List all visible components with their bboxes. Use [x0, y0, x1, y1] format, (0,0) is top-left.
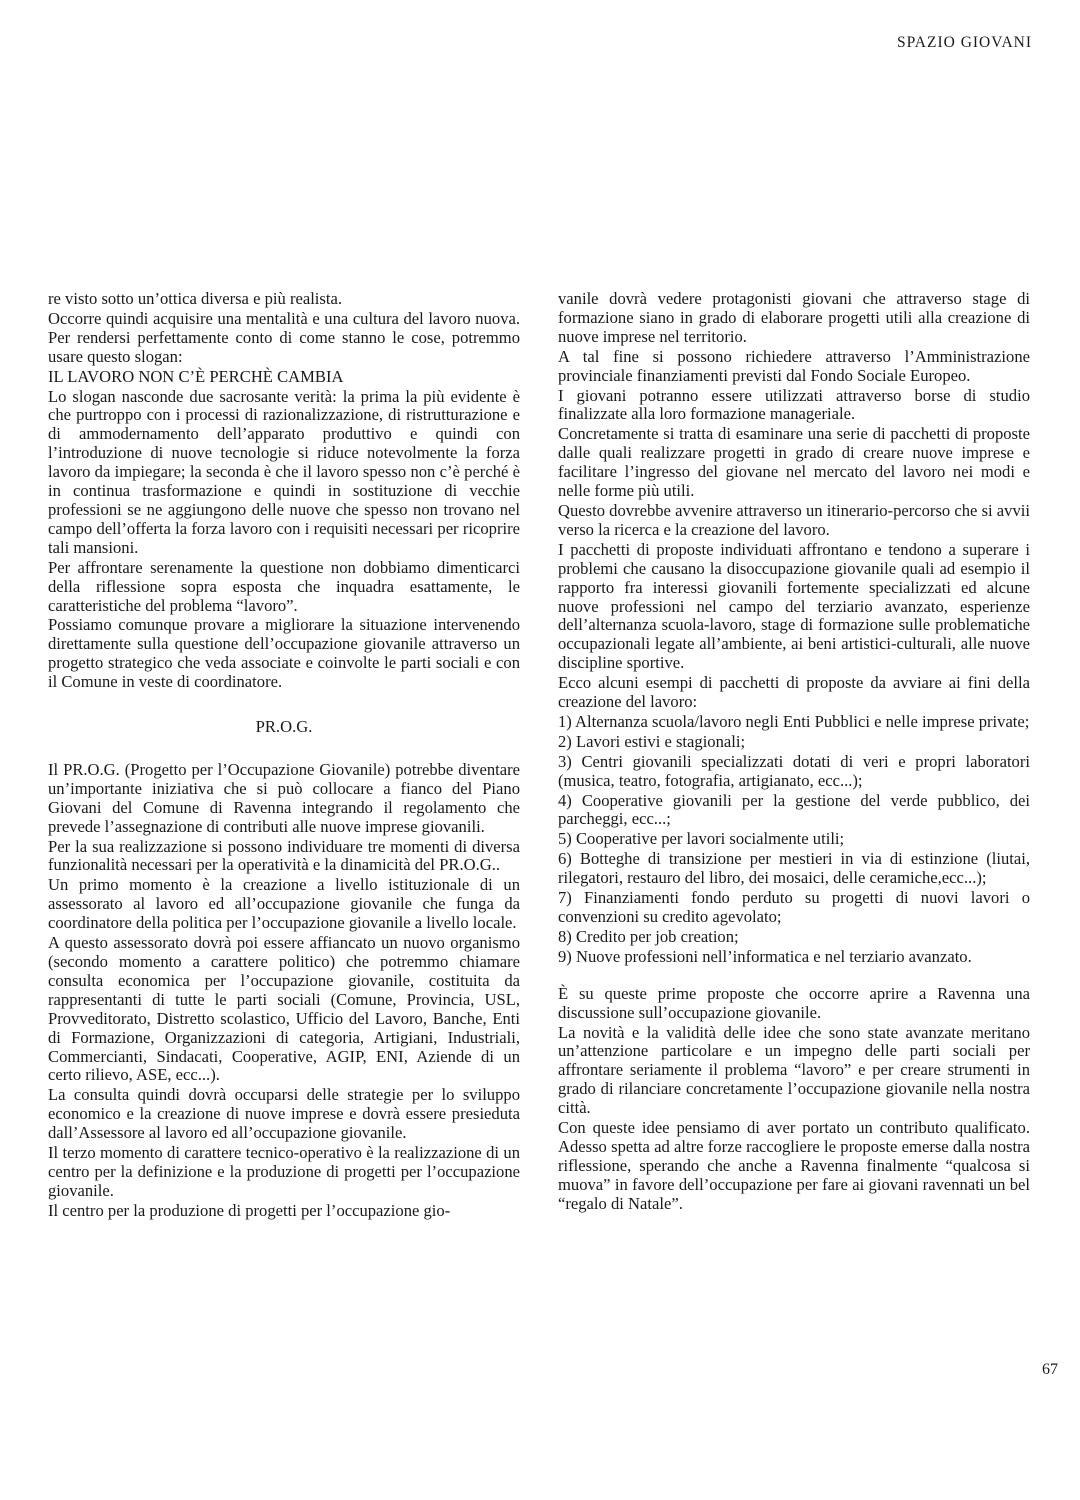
- page-number: 67: [1042, 1361, 1058, 1378]
- list-item: 7) Finanziamenti fondo perduto su progetti di nuovi lavori o convenzioni su credito agevolato;: [558, 888, 1030, 926]
- right-column: [558, 290, 1030, 1215]
- paragraph: È su queste prime proposte che occorre aprire a Ravenna una discussione sull’occupazione giovanile.: [558, 983, 1030, 1022]
- left-column: [48, 290, 520, 1222]
- paragraph: Il terzo momento di carattere tecnico-operativo è la realizzazione di un centro per la definizione e la produzione di progetti per l’occupazione giovanile.: [48, 1143, 520, 1200]
- paragraph: La consulta quindi dovrà occuparsi delle strategie per lo sviluppo economico e la creazione di nuove imprese e dovrà essere presieduta dall’Assessore al lavoro ed all’occupazione giovanile.: [48, 1085, 520, 1143]
- paragraph: Il centro per la produzione di progetti per l’occupazione gio-: [48, 1200, 451, 1220]
- list-item: 8) Credito per job creation;: [558, 926, 739, 946]
- paragraph: Occorre quindi acquisire una mentalità e una cultura del lavoro nuova. Per rendersi perfettamente conto di come stanno le cose, potremmo usare questo slogan:: [48, 308, 520, 366]
- paragraph: re visto sotto un’ottica diversa e più realista.: [48, 289, 342, 308]
- paragraph: Possiamo comunque provare a migliorare la situazione intervenendo direttamente sulla questione dell’occupazione giovanile attraverso un progetto strategico che veda associate e coinvolte le parti sociali e con il Comune in veste di coordinatore.: [48, 615, 520, 692]
- list-item: 2) Lavori estivi e stagionali;: [558, 731, 746, 751]
- paragraph: Ecco alcuni esempi di pacchetti di proposte da avviare ai fini della creazione del lavoro:: [558, 673, 1030, 712]
- paragraph: Per affrontare serenamente la questione non dobbiamo dimenticarci della riflessione sopra esposta che inquadra esattamente, le caratteristiche del problema “lavoro”.: [48, 557, 520, 615]
- paragraph: Lo slogan nasconde due sacrosante verità: la prima la più evidente è che purtroppo con i processi di razionalizzazione, di ristrutturazione e di ammodernamento dell’apparato produttivo e quindi con l’introduzione di nuove tecnologie si riduce notevolmente la forza lavoro da impiegare; la seconda è che il lavoro spesso non c’è perché è in continua trasformazione e quindi in sostituzione di vecchie professioni se ne aggiungono delle nuove che spesso non trovano nel campo dell’offerta la forza lavoro con i requisiti necessari per ricoprire tali mansioni.: [48, 386, 520, 557]
- paragraph: vanile dovrà vedere protagonisti giovani che attraverso stage di formazione siano in grado di elaborare progetti utili alla creazione di nuove imprese nel territorio.: [558, 289, 1030, 346]
- paragraph-gap: [558, 968, 1030, 985]
- paragraph: A tal fine si possono richiedere attraverso l’Amministrazione provinciale finanziamenti previsti dal Fondo Sociale Europeo.: [558, 346, 1030, 385]
- list-item: 5) Cooperative per lavori socialmente utili;: [558, 829, 845, 849]
- list-item: 3) Centri giovanili specializzati dotati di veri e propri laboratori (musica, teatro, fotografia, artigianato, ecc...);: [558, 751, 1030, 790]
- paragraph: Un primo momento è la creazione a livello istituzionale di un assessorato al lavoro ed all’occupazione giovanile che funga da coordinatore della politica per l’occupazione giovanile a livello locale.: [48, 875, 520, 933]
- list-item: 9) Nuove professioni nell’informatica e nel terziario avanzato.: [558, 946, 972, 966]
- paragraph: I giovani potranno essere utilizzati attraverso borse di studio finalizzate alla loro formazione manageriale.: [558, 385, 1030, 424]
- list-item: 4) Cooperative giovanili per la gestione del verde pubblico, dei parcheggi, ecc...;: [558, 790, 1030, 829]
- paragraph: Questo dovrebbe avvenire attraverso un itinerario-percorso che si avvii verso la ricerca e la creazione del lavoro.: [558, 500, 1030, 539]
- paragraph: Il PR.O.G. (Progetto per l’Occupazione Giovanile) potrebbe diventare un’importante iniziativa che si può collocare a fianco del Piano Giovani del Comune di Ravenna integrando il regolamento che prevede l’assegnazione di contributi alle nuove imprese giovanili.: [48, 759, 520, 836]
- paragraph: Per la sua realizzazione si possono individuare tre momenti di diversa funzionalità necessari per la operatività e la dinamicità del PR.O.G..: [48, 836, 520, 875]
- section-header: SPAZIO GIOVANI: [896, 34, 1032, 51]
- list-item: 1) Alternanza scuola/lavoro negli Enti Pubblici e nelle imprese private;: [558, 711, 1030, 731]
- paragraph: Con queste idee pensiamo di aver portato un contributo qualificato. Adesso spetta ad altre forze raccogliere le proposte emerse dalla nostra riflessione, sperando che anche a Ravenna finalmente “qualcosa si muova” in favore dell’occupazione per fare ai giovani ravennati un bel “regalo di Natale”.: [558, 1118, 1030, 1213]
- paragraph: A questo assessorato dovrà poi essere affiancato un nuovo organismo (secondo momento a carattere politico) che potremmo chiamare consulta economica per l’occupazione giovanile, costituita da rappresentanti di tutte le parti sociali (Comune, Provincia, USL, Provveditorato, Distretto scolastico, Ufficio del Lavoro, Banche, Enti di Formazione, Organizzazioni di categoria, Artigiani, Industriali, Commercianti, Sindacati, Cooperative, AGIP, ENI, Aziende di un certo rilievo, ASE, ecc...).: [48, 933, 520, 1085]
- list-item: 6) Botteghe di transizione per mestieri in via di estinzione (liutai, rilegatori, restauro del libro, dei mosaici, delle ceramiche,ecc...);: [558, 849, 1030, 888]
- section-heading: PR.O.G.: [255, 717, 313, 737]
- paragraph: La novità e la validità delle idee che sono state avanzate meritano un’attenzione particolare e un impegno delle parti sociali per affrontare seriamente il problema “lavoro” e per creare strumenti in grado di rilanciare concretamente l’occupazione giovanile nella nostra città.: [558, 1022, 1030, 1118]
- paragraph: Concretamente si tratta di esaminare una serie di pacchetti di proposte dalle quali realizzare progetti in grado di creare nuove imprese e facilitare l’ingresso del giovane nel mercato del lavoro nei modi e nelle forme più utili.: [558, 424, 1030, 501]
- paragraph: I pacchetti di proposte individuati affrontano e tendono a superare i problemi che causano la disoccupazione giovanile quali ad esempio il rapporto fra interessi giovanili fortemente specializzati ed alcune nuove professioni nel campo del terziario avanzato, esperienze dell’alternanza scuola-lavoro, stage di formazione sulle problematiche occupazionali legate all’ambiente, ai beni artistici-culturali, alle nuove discipline sportive.: [558, 539, 1030, 673]
- slogan: IL LAVORO NON C’È PERCHÈ CAMBIA: [48, 366, 344, 386]
